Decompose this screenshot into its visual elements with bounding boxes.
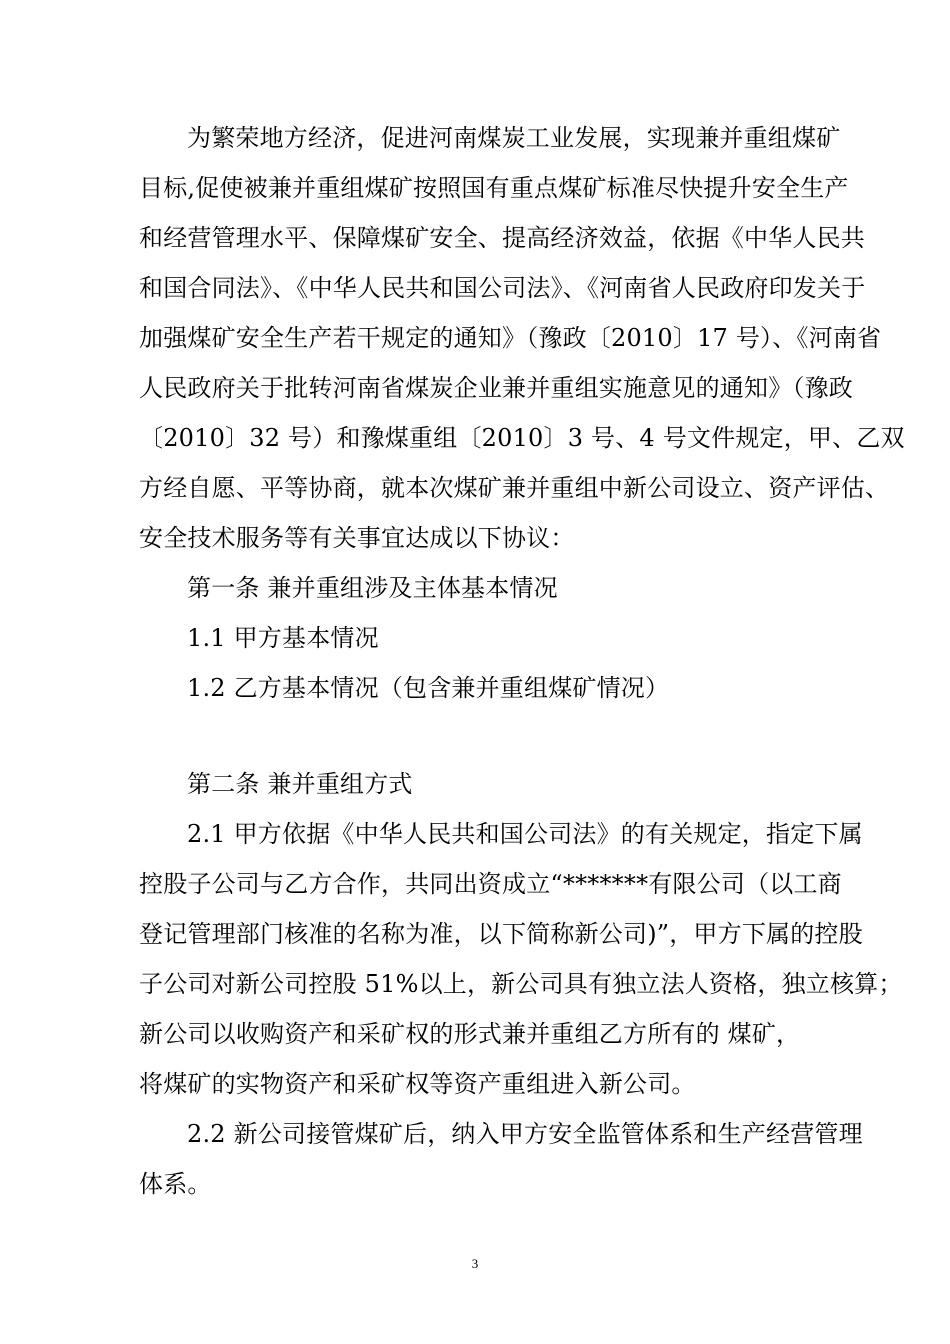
article1-heading: 第一条 兼并重组涉及主体基本情况: [187, 574, 558, 602]
article2-para1-line-1: 2.1 甲方依据《中华人民共和国公司法》的有关规定，指定下属: [187, 820, 863, 848]
article2-para1-line-4: 子公司对新公司控股 51%以上，新公司具有独立法人资格，独立核算；: [139, 970, 903, 998]
article1-item-1: 1.1 甲方基本情况: [187, 624, 379, 652]
article1-item-2: 1.2 乙方基本情况（包含兼并重组煤矿情况）: [187, 674, 670, 702]
intro-line-2: 目标,促使被兼并重组煤矿按照国有重点煤矿标准尽快提升安全生产: [139, 174, 849, 202]
article2-para1-line-6: 将煤矿的实物资产和采矿权等资产重组进入新公司。: [139, 1070, 696, 1098]
intro-line-9: 安全技术服务等有关事宜达成以下协议：: [139, 524, 575, 552]
article2-para1-line-2: 控股子公司与乙方合作，共同出资成立“*******有限公司（以工商: [139, 870, 842, 898]
intro-line-8: 方经自愿、平等协商，就本次煤矿兼并重组中新公司设立、资产评估、: [139, 474, 890, 502]
article2-para2-line-1: 2.2 新公司接管煤矿后，纳入甲方安全监管体系和生产经营管理: [187, 1120, 863, 1148]
page-number: 3: [471, 1256, 479, 1271]
intro-line-1: 为繁荣地方经济，促进河南煤炭工业发展，实现兼并重组煤矿: [187, 124, 841, 152]
article2-para2-line-2: 体系。: [139, 1170, 212, 1198]
article2-para1-line-3: 登记管理部门核准的名称为准，以下简称新公司)”，甲方下属的控股: [139, 920, 863, 948]
article2-para1-line-5: 新公司以收购资产和采矿权的形式兼并重组乙方所有的 煤矿，: [139, 1020, 801, 1048]
intro-line-7: 〔2010〕32 号）和豫煤重组〔2010〕3 号、4 号文件规定，甲、乙双: [139, 424, 905, 452]
article2-heading: 第二条 兼并重组方式: [187, 770, 413, 798]
intro-line-5: 加强煤矿安全生产若干规定的通知》（豫政〔2010〕17 号）、《河南省: [139, 324, 882, 352]
intro-line-4: 和国合同法》、《中华人民共和国公司法》、《河南省人民政府印发关于: [139, 274, 866, 302]
intro-line-6: 人民政府关于批转河南省煤炭企业兼并重组实施意见的通知》（豫政: [139, 374, 853, 402]
intro-line-3: 和经营管理水平、保障煤矿安全、提高经济效益，依据《中华人民共: [139, 224, 865, 252]
